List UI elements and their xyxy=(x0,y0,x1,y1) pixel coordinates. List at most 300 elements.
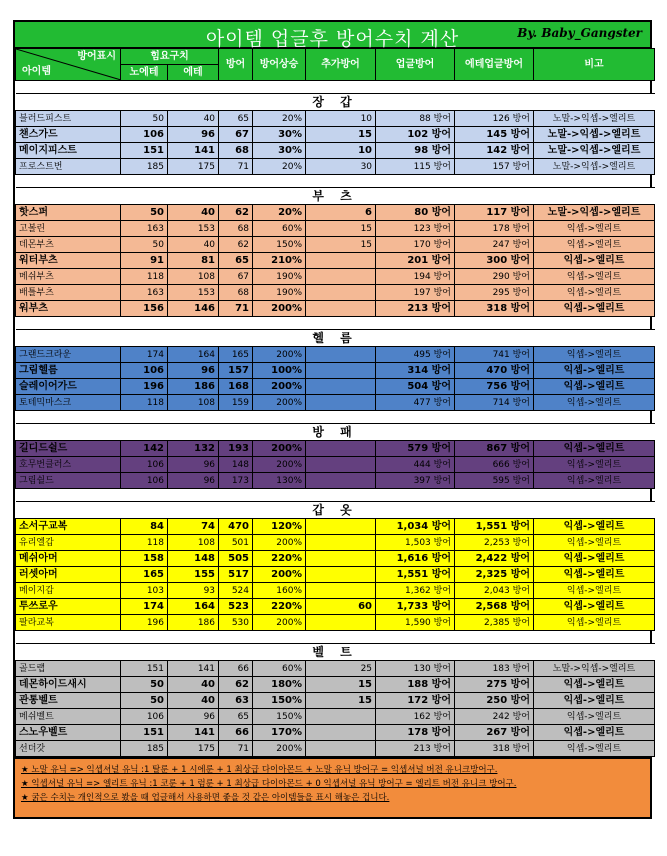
add-def-cell[interactable] xyxy=(306,395,376,411)
eth-upgrade-def-cell[interactable]: 318 방어 xyxy=(455,301,534,317)
note-cell[interactable]: 익셉->엘리트 xyxy=(534,363,655,379)
def-up-cell[interactable]: 150% xyxy=(253,237,306,253)
section-header xyxy=(16,502,655,519)
eth-str-cell[interactable]: 155 xyxy=(168,567,219,583)
item-cell[interactable]: 관통벨트 xyxy=(16,693,121,709)
add-def-cell[interactable] xyxy=(306,615,376,631)
normal-str-cell[interactable]: 156 xyxy=(121,301,168,317)
def-up-cell[interactable]: 130% xyxy=(253,473,306,489)
upgrade-def-cell[interactable]: 80 방어 xyxy=(376,205,455,221)
note-cell[interactable]: 익셉->엘리트 xyxy=(534,535,655,551)
eth-upgrade-def-cell[interactable]: 2,568 방어 xyxy=(455,599,534,615)
item-cell[interactable]: 프로스트번 xyxy=(16,159,121,175)
defense-cell[interactable]: 62 xyxy=(219,237,253,253)
eth-upgrade-def-cell[interactable]: 2,043 방어 xyxy=(455,583,534,599)
spacer-row xyxy=(16,175,655,188)
upgrade-def-cell[interactable]: 130 방어 xyxy=(376,661,455,677)
eth-upgrade-def-cell[interactable]: 756 방어 xyxy=(455,379,534,395)
item-cell[interactable]: 데몬부츠 xyxy=(16,237,121,253)
add-def-cell[interactable] xyxy=(306,441,376,457)
note-cell[interactable]: 익셉->엘리트 xyxy=(534,551,655,567)
eth-str-cell[interactable]: 141 xyxy=(168,725,219,741)
eth-str-cell[interactable]: 96 xyxy=(168,473,219,489)
note-cell[interactable]: 노말->익셉->엘리트 xyxy=(534,159,655,175)
defense-cell[interactable]: 66 xyxy=(219,725,253,741)
defense-cell[interactable]: 62 xyxy=(219,677,253,693)
item-cell[interactable]: 그림쉴드 xyxy=(16,473,121,489)
add-def-cell[interactable] xyxy=(306,457,376,473)
def-up-cell[interactable]: 100% xyxy=(253,363,306,379)
note-cell[interactable]: 익셉->엘리트 xyxy=(534,615,655,631)
normal-str-cell[interactable]: 103 xyxy=(121,583,168,599)
defense-cell[interactable]: 67 xyxy=(219,269,253,285)
eth-str-cell[interactable]: 108 xyxy=(168,395,219,411)
normal-str-cell[interactable]: 50 xyxy=(121,237,168,253)
def-up-cell[interactable]: 200% xyxy=(253,567,306,583)
eth-str-cell[interactable]: 186 xyxy=(168,379,219,395)
upgrade-def-cell[interactable]: 213 방어 xyxy=(376,301,455,317)
item-cell[interactable]: 메이지피스트 xyxy=(16,143,121,159)
section-header xyxy=(16,644,655,661)
defense-cell[interactable]: 65 xyxy=(219,709,253,725)
upgrade-def-cell[interactable]: 477 방어 xyxy=(376,395,455,411)
def-up-cell[interactable]: 180% xyxy=(253,677,306,693)
spacer-cell xyxy=(16,81,655,94)
item-cell[interactable]: 팔라교복 xyxy=(16,615,121,631)
item-cell[interactable]: 유리엘갑 xyxy=(16,535,121,551)
normal-str-cell[interactable]: 165 xyxy=(121,567,168,583)
eth-str-cell[interactable]: 141 xyxy=(168,661,219,677)
item-cell[interactable]: 워부츠 xyxy=(16,301,121,317)
note-cell[interactable]: 익셉->엘리트 xyxy=(534,269,655,285)
eth-str-cell[interactable]: 175 xyxy=(168,741,219,757)
eth-str-cell[interactable]: 164 xyxy=(168,599,219,615)
item-cell[interactable]: 호무번클러스 xyxy=(16,457,121,473)
upgrade-def-cell[interactable]: 194 방어 xyxy=(376,269,455,285)
note-cell[interactable]: 익셉->엘리트 xyxy=(534,441,655,457)
item-cell[interactable]: 토테믹마스크 xyxy=(16,395,121,411)
normal-str-cell[interactable]: 185 xyxy=(121,741,168,757)
note-cell[interactable]: 익셉->엘리트 xyxy=(534,567,655,583)
normal-str-cell[interactable]: 151 xyxy=(121,143,168,159)
upgrade-def-cell[interactable]: 88 방어 xyxy=(376,111,455,127)
def-up-cell[interactable]: 20% xyxy=(253,205,306,221)
item-cell[interactable]: 데몬하이드새시 xyxy=(16,677,121,693)
add-def-cell[interactable] xyxy=(306,709,376,725)
eth-upgrade-def-cell[interactable]: 470 방어 xyxy=(455,363,534,379)
add-def-cell[interactable] xyxy=(306,301,376,317)
normal-str-cell[interactable]: 84 xyxy=(121,519,168,535)
item-cell[interactable]: 선더갓 xyxy=(16,741,121,757)
def-up-cell[interactable]: 200% xyxy=(253,741,306,757)
def-up-cell[interactable]: 200% xyxy=(253,615,306,631)
table-row xyxy=(16,551,655,567)
note-cell[interactable]: 익셉->엘리트 xyxy=(534,599,655,615)
add-def-cell[interactable] xyxy=(306,583,376,599)
header-diagonal-cell xyxy=(16,49,121,81)
defense-cell[interactable]: 63 xyxy=(219,693,253,709)
eth-upgrade-def-cell[interactable]: 250 방어 xyxy=(455,693,534,709)
defense-cell[interactable]: 148 xyxy=(219,457,253,473)
defense-cell[interactable]: 66 xyxy=(219,661,253,677)
add-def-cell[interactable] xyxy=(306,725,376,741)
eth-str-cell[interactable]: 40 xyxy=(168,677,219,693)
add-def-cell[interactable] xyxy=(306,535,376,551)
defense-cell[interactable]: 68 xyxy=(219,285,253,301)
def-up-cell[interactable]: 200% xyxy=(253,347,306,363)
item-cell[interactable]: 러셋아머 xyxy=(16,567,121,583)
add-def-cell[interactable] xyxy=(306,379,376,395)
note-cell[interactable]: 익셉->엘리트 xyxy=(534,237,655,253)
eth-upgrade-def-cell[interactable]: 142 방어 xyxy=(455,143,534,159)
table-row xyxy=(16,221,655,237)
add-def-cell[interactable]: 15 xyxy=(306,221,376,237)
eth-str-cell[interactable]: 93 xyxy=(168,583,219,599)
note-cell[interactable]: 익셉->엘리트 xyxy=(534,709,655,725)
defense-cell[interactable]: 173 xyxy=(219,473,253,489)
note-cell[interactable]: 노말->익셉->엘리트 xyxy=(534,205,655,221)
eth-upgrade-def-cell[interactable]: 178 방어 xyxy=(455,221,534,237)
eth-str-cell[interactable]: 81 xyxy=(168,253,219,269)
upgrade-def-cell[interactable]: 178 방어 xyxy=(376,725,455,741)
normal-str-cell[interactable]: 158 xyxy=(121,551,168,567)
upgrade-def-cell[interactable]: 1,034 방어 xyxy=(376,519,455,535)
defense-cell[interactable]: 62 xyxy=(219,205,253,221)
add-def-cell[interactable]: 10 xyxy=(306,111,376,127)
add-def-cell[interactable] xyxy=(306,363,376,379)
defense-cell[interactable]: 65 xyxy=(219,253,253,269)
note-cell[interactable]: 노말->익셉->엘리트 xyxy=(534,661,655,677)
defense-cell[interactable]: 517 xyxy=(219,567,253,583)
note-cell[interactable]: 익셉->엘리트 xyxy=(534,693,655,709)
normal-str-cell[interactable]: 142 xyxy=(121,441,168,457)
add-def-cell[interactable] xyxy=(306,253,376,269)
add-def-cell[interactable] xyxy=(306,285,376,301)
defense-cell[interactable]: 530 xyxy=(219,615,253,631)
item-cell[interactable]: 슬레이어가드 xyxy=(16,379,121,395)
eth-upgrade-def-cell[interactable]: 714 방어 xyxy=(455,395,534,411)
table-row xyxy=(16,379,655,395)
eth-str-cell[interactable]: 40 xyxy=(168,693,219,709)
normal-str-cell[interactable]: 106 xyxy=(121,473,168,489)
add-def-cell[interactable]: 15 xyxy=(306,237,376,253)
eth-upgrade-def-cell[interactable]: 595 방어 xyxy=(455,473,534,489)
normal-str-cell[interactable]: 118 xyxy=(121,269,168,285)
def-up-cell[interactable]: 20% xyxy=(253,111,306,127)
def-up-cell[interactable]: 170% xyxy=(253,725,306,741)
section-header xyxy=(16,188,655,205)
item-cell[interactable]: 메쉬아머 xyxy=(16,551,121,567)
item-cell[interactable]: 메쉬벨트 xyxy=(16,709,121,725)
eth-str-cell[interactable]: 164 xyxy=(168,347,219,363)
def-up-cell[interactable]: 200% xyxy=(253,395,306,411)
eth-upgrade-def-cell[interactable]: 2,325 방어 xyxy=(455,567,534,583)
def-up-cell[interactable]: 120% xyxy=(253,519,306,535)
add-def-cell[interactable] xyxy=(306,519,376,535)
item-cell[interactable]: 투쓰로우 xyxy=(16,599,121,615)
eth-upgrade-def-cell[interactable]: 126 방어 xyxy=(455,111,534,127)
def-up-cell[interactable]: 220% xyxy=(253,599,306,615)
table-row xyxy=(16,269,655,285)
add-def-cell[interactable] xyxy=(306,551,376,567)
defense-cell[interactable]: 193 xyxy=(219,441,253,457)
defense-cell[interactable]: 524 xyxy=(219,583,253,599)
upgrade-def-cell[interactable]: 1,362 방어 xyxy=(376,583,455,599)
defense-cell[interactable]: 68 xyxy=(219,221,253,237)
defense-cell[interactable]: 157 xyxy=(219,363,253,379)
table-row xyxy=(16,441,655,457)
item-cell[interactable]: 스노우벨트 xyxy=(16,725,121,741)
upgrade-def-cell[interactable]: 495 방어 xyxy=(376,347,455,363)
item-cell[interactable]: 워터부츠 xyxy=(16,253,121,269)
table-row xyxy=(16,111,655,127)
eth-upgrade-def-cell[interactable]: 2,385 방어 xyxy=(455,615,534,631)
eth-str-cell[interactable]: 175 xyxy=(168,159,219,175)
normal-str-cell[interactable]: 174 xyxy=(121,347,168,363)
defense-cell[interactable]: 505 xyxy=(219,551,253,567)
normal-str-cell[interactable]: 50 xyxy=(121,693,168,709)
def-up-cell[interactable]: 60% xyxy=(253,661,306,677)
note-cell[interactable]: 익셉->엘리트 xyxy=(534,301,655,317)
note-cell[interactable]: 익셉->엘리트 xyxy=(534,253,655,269)
header-normal: 노에테 xyxy=(121,65,168,81)
item-cell[interactable]: 메쉬부츠 xyxy=(16,269,121,285)
def-up-cell[interactable]: 200% xyxy=(253,457,306,473)
eth-str-cell[interactable]: 153 xyxy=(168,221,219,237)
normal-str-cell[interactable]: 151 xyxy=(121,725,168,741)
header-eth-upgrade-def: 에테업글방어 xyxy=(455,49,534,81)
def-up-cell[interactable]: 200% xyxy=(253,301,306,317)
eth-upgrade-def-cell[interactable]: 183 방어 xyxy=(455,661,534,677)
defense-cell[interactable]: 159 xyxy=(219,395,253,411)
upgrade-def-cell[interactable]: 1,503 방어 xyxy=(376,535,455,551)
item-cell[interactable]: 그랜드크라운 xyxy=(16,347,121,363)
defense-cell[interactable]: 71 xyxy=(219,159,253,175)
note-cell[interactable]: 익셉->엘리트 xyxy=(534,347,655,363)
upgrade-def-cell[interactable]: 314 방어 xyxy=(376,363,455,379)
eth-upgrade-def-cell[interactable]: 267 방어 xyxy=(455,725,534,741)
eth-str-cell[interactable]: 74 xyxy=(168,519,219,535)
normal-str-cell[interactable]: 91 xyxy=(121,253,168,269)
eth-str-cell[interactable]: 108 xyxy=(168,535,219,551)
def-up-cell[interactable]: 150% xyxy=(253,709,306,725)
normal-str-cell[interactable]: 196 xyxy=(121,615,168,631)
defense-cell[interactable]: 71 xyxy=(219,301,253,317)
note-cell[interactable]: 노말->익셉->엘리트 xyxy=(534,111,655,127)
add-def-cell[interactable] xyxy=(306,347,376,363)
upgrade-def-cell[interactable]: 444 방어 xyxy=(376,457,455,473)
eth-upgrade-def-cell[interactable]: 318 방어 xyxy=(455,741,534,757)
upgrade-def-cell[interactable]: 98 방어 xyxy=(376,143,455,159)
normal-str-cell[interactable]: 185 xyxy=(121,159,168,175)
upgrade-def-cell[interactable]: 579 방어 xyxy=(376,441,455,457)
eth-upgrade-def-cell[interactable]: 300 방어 xyxy=(455,253,534,269)
defense-cell[interactable]: 67 xyxy=(219,127,253,143)
spacer-cell xyxy=(16,489,655,502)
eth-str-cell[interactable]: 40 xyxy=(168,205,219,221)
item-cell[interactable]: 핫스퍼 xyxy=(16,205,121,221)
defense-cell[interactable]: 165 xyxy=(219,347,253,363)
note-cell[interactable]: 익셉->엘리트 xyxy=(534,379,655,395)
eth-str-cell[interactable]: 186 xyxy=(168,615,219,631)
def-up-cell[interactable]: 160% xyxy=(253,583,306,599)
def-up-cell[interactable]: 30% xyxy=(253,143,306,159)
note-cell[interactable]: 익셉->엘리트 xyxy=(534,473,655,489)
table-row xyxy=(16,677,655,693)
def-up-cell[interactable]: 190% xyxy=(253,285,306,301)
eth-upgrade-def-cell[interactable]: 741 방어 xyxy=(455,347,534,363)
defense-cell[interactable]: 71 xyxy=(219,741,253,757)
upgrade-def-cell[interactable]: 115 방어 xyxy=(376,159,455,175)
eth-upgrade-def-cell[interactable]: 290 방어 xyxy=(455,269,534,285)
normal-str-cell[interactable]: 50 xyxy=(121,205,168,221)
def-up-cell[interactable]: 220% xyxy=(253,551,306,567)
item-cell[interactable]: 길디드쉴드 xyxy=(16,441,121,457)
upgrade-def-cell[interactable]: 1,616 방어 xyxy=(376,551,455,567)
normal-str-cell[interactable]: 50 xyxy=(121,111,168,127)
normal-str-cell[interactable]: 106 xyxy=(121,127,168,143)
note-cell[interactable]: 익셉->엘리트 xyxy=(534,221,655,237)
normal-str-cell[interactable]: 106 xyxy=(121,457,168,473)
item-cell[interactable]: 블러드피스트 xyxy=(16,111,121,127)
normal-str-cell[interactable]: 118 xyxy=(121,535,168,551)
item-cell[interactable]: 배틀부츠 xyxy=(16,285,121,301)
def-up-cell[interactable]: 150% xyxy=(253,693,306,709)
eth-str-cell[interactable]: 96 xyxy=(168,457,219,473)
normal-str-cell[interactable]: 118 xyxy=(121,395,168,411)
add-def-cell[interactable]: 15 xyxy=(306,127,376,143)
add-def-cell[interactable]: 30 xyxy=(306,159,376,175)
add-def-cell[interactable]: 25 xyxy=(306,661,376,677)
def-up-cell[interactable]: 200% xyxy=(253,441,306,457)
note-cell[interactable]: 익셉->엘리트 xyxy=(534,725,655,741)
note-cell[interactable]: 익셉->엘리트 xyxy=(534,285,655,301)
add-def-cell[interactable] xyxy=(306,741,376,757)
eth-str-cell[interactable]: 148 xyxy=(168,551,219,567)
item-cell[interactable]: 그림헬름 xyxy=(16,363,121,379)
eth-str-cell[interactable]: 40 xyxy=(168,237,219,253)
add-def-cell[interactable]: 15 xyxy=(306,693,376,709)
add-def-cell[interactable]: 6 xyxy=(306,205,376,221)
normal-str-cell[interactable]: 106 xyxy=(121,363,168,379)
upgrade-def-cell[interactable]: 188 방어 xyxy=(376,677,455,693)
header-defense-label: 방어표시 xyxy=(77,51,116,62)
add-def-cell[interactable] xyxy=(306,567,376,583)
note-cell[interactable]: 노말->익셉->엘리트 xyxy=(534,143,655,159)
upgrade-def-cell[interactable]: 197 방어 xyxy=(376,285,455,301)
defense-cell[interactable]: 501 xyxy=(219,535,253,551)
item-cell[interactable]: 고볼린 xyxy=(16,221,121,237)
def-up-cell[interactable]: 60% xyxy=(253,221,306,237)
item-cell[interactable]: 소서구교복 xyxy=(16,519,121,535)
eth-str-cell[interactable]: 40 xyxy=(168,111,219,127)
table-row xyxy=(16,693,655,709)
note-cell[interactable]: 익셉->엘리트 xyxy=(534,519,655,535)
table-row xyxy=(16,285,655,301)
section-title: 방 패 xyxy=(16,424,655,441)
eth-upgrade-def-cell[interactable]: 295 방어 xyxy=(455,285,534,301)
eth-str-cell[interactable]: 96 xyxy=(168,709,219,725)
upgrade-def-cell[interactable]: 201 방어 xyxy=(376,253,455,269)
normal-str-cell[interactable]: 174 xyxy=(121,599,168,615)
add-def-cell[interactable]: 10 xyxy=(306,143,376,159)
eth-upgrade-def-cell[interactable]: 275 방어 xyxy=(455,677,534,693)
upgrade-def-cell[interactable]: 170 방어 xyxy=(376,237,455,253)
eth-str-cell[interactable]: 96 xyxy=(168,363,219,379)
eth-str-cell[interactable]: 141 xyxy=(168,143,219,159)
add-def-cell[interactable]: 15 xyxy=(306,677,376,693)
upgrade-def-cell[interactable]: 213 방어 xyxy=(376,741,455,757)
defense-cell[interactable]: 470 xyxy=(219,519,253,535)
eth-upgrade-def-cell[interactable]: 1,551 방어 xyxy=(455,519,534,535)
defense-cell[interactable]: 65 xyxy=(219,111,253,127)
normal-str-cell[interactable]: 151 xyxy=(121,661,168,677)
eth-upgrade-def-cell[interactable]: 2,422 방어 xyxy=(455,551,534,567)
eth-str-cell[interactable]: 153 xyxy=(168,285,219,301)
note-cell[interactable]: 익셉->엘리트 xyxy=(534,583,655,599)
upgrade-def-cell[interactable]: 1,551 방어 xyxy=(376,567,455,583)
defense-cell[interactable]: 523 xyxy=(219,599,253,615)
add-def-cell[interactable]: 60 xyxy=(306,599,376,615)
defense-cell[interactable]: 168 xyxy=(219,379,253,395)
note-cell[interactable]: 노말->익셉->엘리트 xyxy=(534,127,655,143)
eth-str-cell[interactable]: 132 xyxy=(168,441,219,457)
eth-str-cell[interactable]: 146 xyxy=(168,301,219,317)
def-up-cell[interactable]: 210% xyxy=(253,253,306,269)
eth-upgrade-def-cell[interactable]: 117 방어 xyxy=(455,205,534,221)
upgrade-def-cell[interactable]: 504 방어 xyxy=(376,379,455,395)
note-cell[interactable]: 익셉->엘리트 xyxy=(534,741,655,757)
item-cell[interactable]: 골드랩 xyxy=(16,661,121,677)
def-up-cell[interactable]: 30% xyxy=(253,127,306,143)
upgrade-def-cell[interactable]: 1,733 방어 xyxy=(376,599,455,615)
def-up-cell[interactable]: 190% xyxy=(253,269,306,285)
eth-upgrade-def-cell[interactable]: 157 방어 xyxy=(455,159,534,175)
note-cell[interactable]: 익셉->엘리트 xyxy=(534,677,655,693)
normal-str-cell[interactable]: 163 xyxy=(121,221,168,237)
eth-upgrade-def-cell[interactable]: 666 방어 xyxy=(455,457,534,473)
item-cell[interactable]: 메이지갑 xyxy=(16,583,121,599)
add-def-cell[interactable] xyxy=(306,269,376,285)
def-up-cell[interactable]: 200% xyxy=(253,535,306,551)
add-def-cell[interactable] xyxy=(306,473,376,489)
eth-str-cell[interactable]: 96 xyxy=(168,127,219,143)
defense-cell[interactable]: 68 xyxy=(219,143,253,159)
upgrade-def-cell[interactable]: 123 방어 xyxy=(376,221,455,237)
upgrade-def-cell[interactable]: 172 방어 xyxy=(376,693,455,709)
normal-str-cell[interactable]: 106 xyxy=(121,709,168,725)
upgrade-def-cell[interactable]: 162 방어 xyxy=(376,709,455,725)
eth-upgrade-def-cell[interactable]: 867 방어 xyxy=(455,441,534,457)
def-up-cell[interactable]: 20% xyxy=(253,159,306,175)
upgrade-def-cell[interactable]: 397 방어 xyxy=(376,473,455,489)
upgrade-def-cell[interactable]: 1,590 방어 xyxy=(376,615,455,631)
normal-str-cell[interactable]: 50 xyxy=(121,677,168,693)
normal-str-cell[interactable]: 196 xyxy=(121,379,168,395)
eth-upgrade-def-cell[interactable]: 247 방어 xyxy=(455,237,534,253)
eth-upgrade-def-cell[interactable]: 2,253 방어 xyxy=(455,535,534,551)
note-cell[interactable]: 익셉->엘리트 xyxy=(534,395,655,411)
note-cell[interactable]: 익셉->엘리트 xyxy=(534,457,655,473)
section-header xyxy=(16,94,655,111)
eth-upgrade-def-cell[interactable]: 242 방어 xyxy=(455,709,534,725)
upgrade-def-cell[interactable]: 102 방어 xyxy=(376,127,455,143)
eth-str-cell[interactable]: 108 xyxy=(168,269,219,285)
def-up-cell[interactable]: 200% xyxy=(253,379,306,395)
item-cell[interactable]: 챈스가드 xyxy=(16,127,121,143)
normal-str-cell[interactable]: 163 xyxy=(121,285,168,301)
eth-upgrade-def-cell[interactable]: 145 방어 xyxy=(455,127,534,143)
